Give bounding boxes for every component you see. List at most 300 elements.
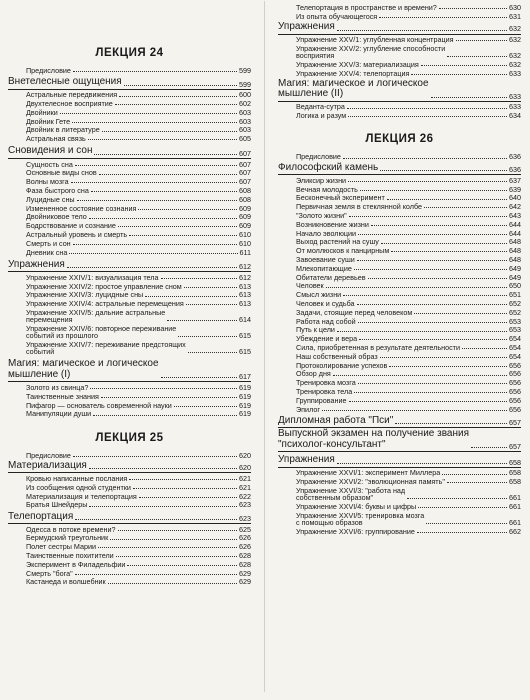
toc-entry-title: Бесконечный эксперимент bbox=[296, 193, 385, 203]
toc-entry-title: Предисловие bbox=[26, 450, 71, 460]
toc-entry-title: Человек bbox=[296, 281, 324, 291]
toc-entry-title: Пифагор — основатель современной науки bbox=[26, 400, 172, 410]
toc-entry-title: Астральные передвижения bbox=[26, 90, 118, 100]
dot-leader bbox=[418, 507, 507, 508]
toc-entry-title: Упражнение XXV/4: телепортация bbox=[296, 68, 410, 78]
toc-page-number: 648 bbox=[509, 237, 521, 247]
toc-entry-title: Упражнение XXV/2: углубление способности восприятия bbox=[296, 43, 446, 61]
toc-entry-title: Упражнение XXIV/4: астральные перемещения bbox=[26, 299, 184, 309]
lecture-heading: ЛЕКЦИЯ 26 bbox=[365, 133, 434, 146]
dot-leader bbox=[184, 287, 237, 288]
dot-leader bbox=[414, 313, 507, 314]
toc-entry-title: Предисловие bbox=[26, 66, 71, 75]
toc-page-number: 600 bbox=[239, 90, 251, 100]
toc-entry-title: Двойник в литературе bbox=[26, 125, 100, 135]
toc-entry-title: Магия: магическое и логическое мышление (I) bbox=[8, 358, 159, 380]
toc-page-number: 653 bbox=[509, 325, 521, 335]
toc-entry-title: Предисловие bbox=[296, 152, 341, 162]
toc-entry-title: Убеждение и вера bbox=[296, 334, 358, 344]
toc-entry-title: Полет сестры Марии bbox=[26, 542, 96, 552]
toc-subsection-entry[interactable] bbox=[8, 283, 251, 290]
toc-entry-title: Выпускной экзамен на получение звания "психолог-консультант" bbox=[278, 428, 470, 450]
dot-leader bbox=[322, 410, 507, 411]
toc-page-number: 599 bbox=[239, 79, 251, 89]
toc-subsection-entry[interactable] bbox=[8, 410, 251, 417]
toc-entry-title: Упражнение XXVI/6: группирование bbox=[296, 526, 415, 536]
toc-page-number: 633 bbox=[509, 68, 521, 78]
toc-subsection-entry[interactable] bbox=[8, 534, 251, 541]
toc-page-number: 656 bbox=[509, 404, 521, 414]
toc-subsection-entry[interactable] bbox=[278, 291, 521, 298]
toc-page-number: 619 bbox=[239, 409, 251, 419]
toc-subsection-entry[interactable] bbox=[278, 344, 521, 351]
dot-leader bbox=[90, 388, 237, 389]
toc-entry-title: Упражнения bbox=[8, 258, 65, 270]
toc-entry-title: Упражнения bbox=[278, 454, 335, 466]
toc-page-number: 656 bbox=[509, 360, 521, 370]
toc-page-number: 628 bbox=[239, 559, 251, 569]
toc-entry-title: Эликсир жизни bbox=[296, 175, 347, 185]
toc-subsection-entry[interactable] bbox=[8, 493, 251, 500]
toc-section-entry[interactable] bbox=[8, 146, 251, 157]
toc-subsection-entry[interactable] bbox=[8, 91, 251, 98]
toc-subsection-entry[interactable] bbox=[8, 526, 251, 533]
toc-subsection-entry[interactable] bbox=[278, 397, 521, 404]
toc-entry-title: Путь к цели bbox=[296, 325, 335, 335]
dot-leader bbox=[349, 401, 507, 402]
toc-subsection-entry[interactable] bbox=[278, 194, 521, 201]
toc-page-number: 651 bbox=[509, 290, 521, 300]
toc-subsection-entry[interactable] bbox=[278, 153, 521, 160]
toc-subsection-entry[interactable] bbox=[278, 212, 521, 219]
dot-leader bbox=[118, 530, 237, 531]
toc-page-number: 656 bbox=[509, 386, 521, 396]
toc-entry-title: Волны мозга bbox=[26, 177, 69, 187]
toc-page-number: 640 bbox=[509, 193, 521, 203]
toc-subsection-entry[interactable] bbox=[8, 578, 251, 585]
toc-entry-title: Двойник Гете bbox=[26, 116, 71, 126]
toc-subsection-entry[interactable] bbox=[8, 475, 251, 482]
toc-subsection-entry[interactable] bbox=[8, 309, 251, 323]
toc-entry-title: Упражнение XXV/1: углубленная концентрация bbox=[296, 35, 454, 45]
toc-page-number: 619 bbox=[239, 400, 251, 410]
toc-entry-title: Смысл жизни bbox=[296, 290, 342, 300]
toc-page-number: 661 bbox=[509, 517, 521, 527]
dot-leader bbox=[347, 108, 507, 109]
toc-entry-title: Упражнение XXIV/3: луцидные сны bbox=[26, 290, 144, 300]
toc-entry-title: Логика и разум bbox=[296, 111, 347, 121]
toc-page-number: 625 bbox=[239, 524, 251, 534]
dot-leader bbox=[69, 253, 237, 254]
toc-entry-title: Сила, приобретенная в результате деятельности bbox=[296, 342, 460, 352]
toc-page-number: 648 bbox=[509, 254, 521, 264]
toc-section-entry[interactable] bbox=[278, 416, 521, 427]
toc-entry-title: Таинственные знания bbox=[26, 391, 99, 401]
dot-leader bbox=[88, 139, 237, 140]
dot-leader bbox=[116, 556, 237, 557]
toc-section-entry[interactable] bbox=[8, 461, 251, 472]
toc-subsection-entry[interactable] bbox=[278, 478, 521, 485]
toc-subsection-entry[interactable] bbox=[8, 213, 251, 220]
dot-leader bbox=[89, 218, 237, 219]
toc-entry-title: Двойниковое тело bbox=[26, 212, 87, 222]
toc-page-number: 654 bbox=[509, 342, 521, 352]
dot-leader bbox=[174, 406, 237, 407]
toc-subsection-entry[interactable] bbox=[8, 501, 251, 508]
toc-page-number: 650 bbox=[509, 281, 521, 291]
toc-page-number: 609 bbox=[239, 221, 251, 231]
toc-entry-title: Упражнение XXV/3: материализация bbox=[296, 59, 419, 69]
toc-page-number: 609 bbox=[239, 203, 251, 213]
toc-section-entry[interactable] bbox=[278, 22, 521, 33]
toc-entry-title: Группирование bbox=[296, 395, 347, 405]
dot-leader bbox=[60, 113, 237, 114]
toc-subsection-entry[interactable] bbox=[278, 203, 521, 210]
toc-subsection-entry[interactable] bbox=[8, 67, 251, 74]
dot-leader bbox=[343, 158, 507, 159]
dot-leader bbox=[89, 468, 237, 469]
toc-page-number: 607 bbox=[239, 148, 251, 158]
toc-page-number: 607 bbox=[239, 168, 251, 178]
section-underline bbox=[8, 523, 251, 524]
toc-entry-title: Млекопитающие bbox=[296, 263, 352, 273]
toc-section-entry[interactable] bbox=[278, 455, 521, 466]
toc-page-number: 619 bbox=[239, 391, 251, 401]
toc-section-entry[interactable] bbox=[8, 260, 251, 271]
toc-subsection-entry[interactable] bbox=[8, 222, 251, 229]
dot-leader bbox=[326, 287, 507, 288]
toc-entry-title: Упражнение XXIV/1: визуализация тела bbox=[26, 272, 159, 282]
toc-page-number: 648 bbox=[509, 246, 521, 256]
toc-subsection-entry[interactable] bbox=[278, 353, 521, 360]
toc-subsection-entry[interactable] bbox=[8, 205, 251, 212]
dot-leader bbox=[337, 463, 507, 464]
toc-page-number: 636 bbox=[509, 152, 521, 162]
toc-page-number: 614 bbox=[239, 315, 251, 325]
dot-leader bbox=[379, 17, 507, 18]
toc-entry-title: Сущность сна bbox=[26, 159, 73, 169]
toc-entry-title: Кровью написанные послания bbox=[26, 473, 128, 483]
dot-leader bbox=[139, 497, 237, 498]
toc-entry-title: Тренировка тела bbox=[296, 386, 353, 396]
toc-section-entry[interactable] bbox=[8, 512, 251, 523]
toc-entry-title: Бодрствование и сознание bbox=[26, 221, 116, 231]
dot-leader bbox=[387, 199, 507, 200]
toc-page-number: 628 bbox=[239, 551, 251, 560]
toc-page-number: 656 bbox=[509, 378, 521, 388]
toc-subsection-entry[interactable] bbox=[278, 36, 521, 43]
toc-entry-title: Вечная молодость bbox=[296, 184, 358, 194]
toc-subsection-entry[interactable] bbox=[278, 103, 521, 110]
toc-page-number: 634 bbox=[509, 111, 521, 121]
toc-subsection-entry[interactable] bbox=[8, 126, 251, 133]
toc-subsection-entry[interactable] bbox=[8, 341, 251, 355]
toc-page-number: 603 bbox=[239, 116, 251, 126]
toc-subsection-entry[interactable] bbox=[278, 362, 521, 369]
toc-page-number: 615 bbox=[239, 331, 251, 341]
toc-entry-title: Упражнение XXVI/1: эксперимент Миллера bbox=[296, 468, 441, 478]
dot-leader bbox=[72, 122, 237, 123]
dot-leader bbox=[424, 207, 507, 208]
toc-page-number: 642 bbox=[509, 202, 521, 212]
toc-subsection-entry[interactable] bbox=[8, 300, 251, 307]
toc-entry-title: От моллюсков к панцирным bbox=[296, 246, 390, 256]
dot-leader bbox=[371, 225, 507, 226]
toc-subsection-entry[interactable] bbox=[278, 256, 521, 263]
toc-page-number: 643 bbox=[509, 210, 521, 220]
dot-leader bbox=[439, 8, 507, 9]
dot-leader bbox=[421, 65, 507, 66]
toc-page-number: 605 bbox=[239, 134, 251, 144]
toc-subsection-entry[interactable] bbox=[278, 70, 521, 77]
dot-leader bbox=[411, 74, 507, 75]
toc-subsection-entry[interactable] bbox=[8, 196, 251, 203]
toc-page-number: 657 bbox=[509, 418, 521, 427]
dot-leader bbox=[73, 71, 237, 72]
dot-leader bbox=[389, 366, 507, 367]
toc-section-entry[interactable] bbox=[278, 79, 521, 100]
toc-page-number: 629 bbox=[239, 568, 251, 578]
toc-subsection-entry[interactable] bbox=[8, 384, 251, 391]
toc-subsection-entry[interactable] bbox=[8, 570, 251, 577]
toc-subsection-entry[interactable] bbox=[8, 325, 251, 339]
toc-entry-title: Смерть "бога" bbox=[26, 568, 73, 578]
toc-entry-title: Наш собственный образ bbox=[296, 351, 378, 361]
toc-page-number: 613 bbox=[239, 290, 251, 300]
toc-subsection-entry[interactable] bbox=[278, 512, 521, 526]
toc-entry-title: Внетелесные ощущения bbox=[8, 76, 122, 88]
toc-subsection-entry[interactable] bbox=[278, 326, 521, 333]
toc-entry-title: Измененное состояние сознания bbox=[26, 203, 137, 213]
toc-subsection-entry[interactable] bbox=[278, 309, 521, 316]
toc-page-number: 608 bbox=[239, 194, 251, 204]
dot-leader bbox=[145, 296, 237, 297]
dot-leader bbox=[67, 267, 237, 268]
toc-section-entry[interactable] bbox=[8, 77, 251, 88]
toc-entry-title: Дневник сна bbox=[26, 247, 68, 257]
lecture-heading: ЛЕКЦИЯ 25 bbox=[95, 431, 164, 444]
toc-subsection-entry[interactable] bbox=[8, 291, 251, 298]
dot-leader bbox=[337, 331, 507, 332]
toc-page-number: 657 bbox=[509, 442, 521, 451]
toc-subsection-entry[interactable] bbox=[8, 161, 251, 168]
toc-entry-title: Фаза быстрого сна bbox=[26, 185, 89, 195]
toc-page-number: 656 bbox=[509, 395, 521, 405]
toc-subsection-entry[interactable] bbox=[278, 487, 521, 501]
toc-page-number: 623 bbox=[239, 500, 251, 510]
toc-subsection-entry[interactable] bbox=[8, 552, 251, 559]
dot-leader bbox=[333, 375, 507, 376]
dot-leader bbox=[161, 377, 237, 378]
dot-leader bbox=[447, 56, 507, 57]
toc-entry-title: Упражнение XXIV/5: дальние астральные перемещения bbox=[26, 308, 166, 325]
toc-page-number: 610 bbox=[239, 238, 251, 248]
toc-entry-title: Упражнение XXIV/6: повторное переживание событий из прошлого bbox=[26, 324, 177, 341]
dot-leader bbox=[73, 456, 237, 457]
toc-subsection-entry[interactable] bbox=[278, 61, 521, 68]
toc-subsection-entry[interactable] bbox=[278, 45, 521, 59]
toc-subsection-entry[interactable] bbox=[8, 452, 251, 459]
dot-leader bbox=[167, 320, 237, 321]
toc-entry-title: Эксперимент в Филадельфии bbox=[26, 559, 126, 569]
dot-leader bbox=[348, 116, 507, 117]
toc-subsection-entry[interactable] bbox=[8, 109, 251, 116]
toc-subsection-entry[interactable] bbox=[8, 561, 251, 568]
dot-leader bbox=[133, 488, 237, 489]
toc-page-number: 633 bbox=[509, 91, 521, 101]
dot-leader bbox=[110, 539, 237, 540]
toc-entry-title: Золото из свинца? bbox=[26, 383, 89, 393]
toc-entry-title: Протоколирование успехов bbox=[296, 360, 388, 370]
dot-leader bbox=[349, 216, 507, 217]
toc-page-number: 652 bbox=[509, 298, 521, 308]
toc-entry-title: Двойники bbox=[26, 107, 58, 117]
toc-subsection-entry[interactable] bbox=[8, 135, 251, 142]
dot-leader bbox=[188, 352, 237, 353]
dot-leader bbox=[358, 234, 507, 235]
toc-entry-title: Братья Шнейдеры bbox=[26, 500, 88, 510]
toc-page-number: 599 bbox=[239, 66, 251, 75]
toc-subsection-entry[interactable] bbox=[8, 231, 251, 238]
dot-leader bbox=[343, 295, 507, 296]
toc-subsection-entry[interactable] bbox=[8, 484, 251, 491]
toc-subsection-entry[interactable] bbox=[278, 4, 521, 11]
toc-subsection-entry[interactable] bbox=[278, 274, 521, 281]
toc-subsection-entry[interactable] bbox=[278, 335, 521, 342]
toc-page-number: 609 bbox=[239, 212, 251, 222]
toc-entry-title: Смерть и сон bbox=[26, 238, 71, 248]
dot-leader bbox=[77, 200, 237, 201]
dot-leader bbox=[360, 190, 507, 191]
toc-page-number: 623 bbox=[239, 513, 251, 523]
toc-subsection-entry[interactable] bbox=[8, 169, 251, 176]
toc-page-number: 621 bbox=[239, 482, 251, 492]
toc-subsection-entry[interactable] bbox=[278, 177, 521, 184]
dot-leader bbox=[129, 235, 237, 236]
toc-subsection-entry[interactable] bbox=[8, 274, 251, 281]
toc-page-number: 636 bbox=[509, 164, 521, 174]
dot-leader bbox=[337, 30, 507, 31]
toc-subsection-entry[interactable] bbox=[278, 13, 521, 20]
dot-leader bbox=[380, 170, 507, 171]
toc-entry-title: Бермудский треугольник bbox=[26, 533, 109, 543]
toc-subsection-entry[interactable] bbox=[278, 247, 521, 254]
toc-subsection-entry[interactable] bbox=[278, 528, 521, 535]
toc-subsection-entry[interactable] bbox=[278, 238, 521, 245]
toc-subsection-entry[interactable] bbox=[278, 112, 521, 119]
toc-subsection-entry[interactable] bbox=[8, 100, 251, 107]
toc-subsection-entry[interactable] bbox=[278, 388, 521, 395]
dot-leader bbox=[354, 392, 507, 393]
dot-leader bbox=[75, 519, 237, 520]
toc-entry-title: Задачи, стоящие перед человеком bbox=[296, 307, 413, 317]
dot-leader bbox=[456, 40, 508, 41]
toc-subsection-entry[interactable] bbox=[278, 300, 521, 307]
toc-entry-title: Телепортация bbox=[8, 510, 74, 522]
toc-page-number: 661 bbox=[509, 493, 521, 503]
toc-page-number: 632 bbox=[509, 51, 521, 61]
toc-subsection-entry[interactable] bbox=[278, 186, 521, 193]
toc-section-entry[interactable] bbox=[8, 359, 251, 380]
toc-section-entry[interactable] bbox=[278, 429, 521, 450]
toc-subsection-entry[interactable] bbox=[278, 221, 521, 228]
dot-leader bbox=[115, 104, 237, 105]
dot-leader bbox=[75, 574, 237, 575]
toc-entry-title: Упражнение XXVI/5: тренировка мозга с помощью образов bbox=[296, 510, 425, 527]
toc-entry-title: Выход растений на сушу bbox=[296, 237, 379, 247]
dot-leader bbox=[178, 336, 237, 337]
toc-subsection-entry[interactable] bbox=[8, 249, 251, 256]
toc-entry-title: Дипломная работа "Пси" bbox=[278, 414, 394, 426]
dot-leader bbox=[426, 523, 507, 524]
toc-page-number: 621 bbox=[239, 473, 251, 483]
dot-leader bbox=[407, 498, 507, 499]
toc-subsection-entry[interactable] bbox=[8, 187, 251, 194]
toc-subsection-entry[interactable] bbox=[278, 370, 521, 377]
toc-subsection-entry[interactable] bbox=[278, 379, 521, 386]
toc-entry-title: Работа над собой bbox=[296, 316, 356, 326]
dot-leader bbox=[102, 131, 237, 132]
toc-entry-title: Человек и судьба bbox=[296, 298, 355, 308]
dot-leader bbox=[129, 479, 237, 480]
toc-subsection-entry[interactable] bbox=[8, 118, 251, 125]
section-underline bbox=[8, 158, 251, 159]
toc-entry-title: Упражнение XXVI/2: "эволюционная память" bbox=[296, 477, 445, 487]
toc-page-number: 656 bbox=[509, 369, 521, 379]
toc-page-number: 613 bbox=[239, 281, 251, 291]
toc-page-number: 649 bbox=[509, 263, 521, 273]
toc-page-number: 603 bbox=[239, 125, 251, 135]
toc-subsection-entry[interactable] bbox=[278, 265, 521, 272]
toc-subsection-entry[interactable] bbox=[278, 282, 521, 289]
toc-page-number: 653 bbox=[509, 316, 521, 326]
toc-subsection-entry[interactable] bbox=[8, 393, 251, 400]
toc-subsection-entry[interactable] bbox=[8, 240, 251, 247]
toc-page-number: 629 bbox=[239, 577, 251, 587]
toc-subsection-entry[interactable] bbox=[8, 178, 251, 185]
toc-entry-title: Первичная земля в стеклянной колбе bbox=[296, 202, 422, 212]
dot-leader bbox=[380, 357, 507, 358]
lecture-heading: ЛЕКЦИЯ 24 bbox=[95, 47, 164, 59]
dot-leader bbox=[89, 506, 237, 507]
toc-page-number: 632 bbox=[509, 24, 521, 34]
dot-leader bbox=[119, 96, 237, 97]
toc-subsection-entry[interactable] bbox=[8, 543, 251, 550]
toc-page-number: 607 bbox=[239, 177, 251, 187]
toc-page-number: 620 bbox=[239, 450, 251, 460]
dot-leader bbox=[395, 423, 507, 424]
toc-entry-title: Магия: магическое и логическое мышление (II) bbox=[278, 77, 429, 100]
dot-leader bbox=[101, 397, 237, 398]
toc-page-number: 632 bbox=[509, 35, 521, 45]
toc-entry-title: Упражнение XXVI/4: буквы и цифры bbox=[296, 501, 417, 511]
toc-section-entry[interactable] bbox=[278, 163, 521, 174]
dot-leader bbox=[118, 226, 237, 227]
toc-subsection-entry[interactable] bbox=[278, 406, 521, 413]
toc-page-number: 639 bbox=[509, 184, 521, 194]
toc-subsection-entry[interactable] bbox=[8, 402, 251, 409]
toc-subsection-entry[interactable] bbox=[278, 503, 521, 510]
toc-subsection-entry[interactable] bbox=[278, 469, 521, 476]
dot-leader bbox=[94, 154, 237, 155]
toc-page-number: 613 bbox=[239, 299, 251, 309]
toc-page-number: 603 bbox=[239, 107, 251, 117]
toc-page-number: 661 bbox=[509, 501, 521, 511]
toc-subsection-entry[interactable] bbox=[278, 318, 521, 325]
toc-subsection-entry[interactable] bbox=[278, 230, 521, 237]
dot-leader bbox=[138, 209, 237, 210]
toc-page-number: 619 bbox=[239, 383, 251, 393]
